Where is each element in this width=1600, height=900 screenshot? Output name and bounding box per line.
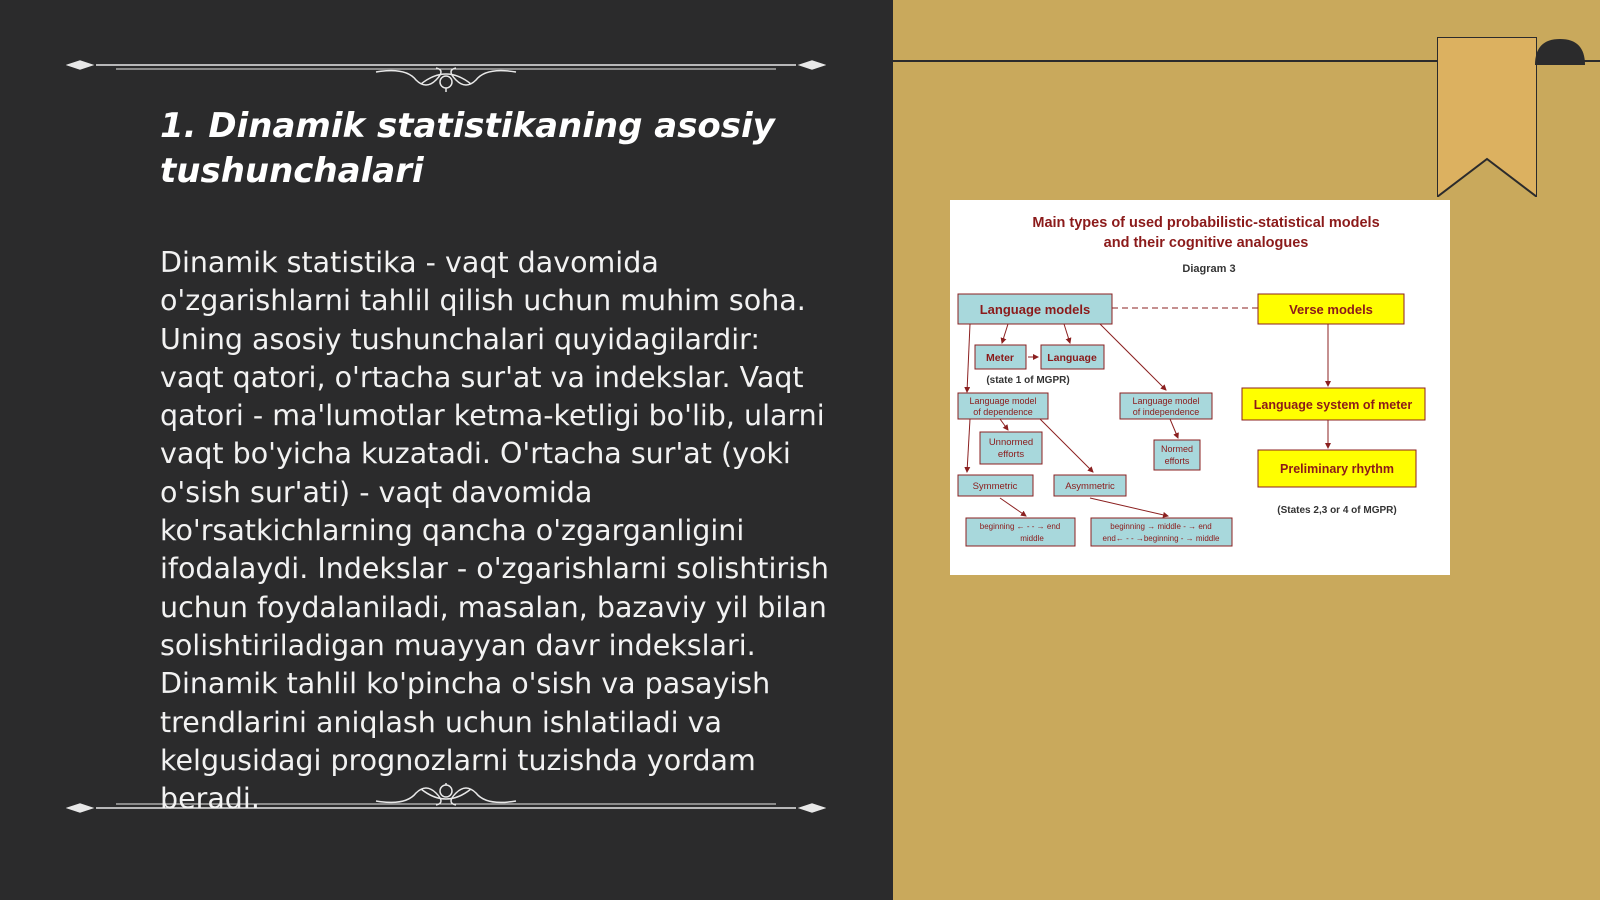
asymmetric-label: Asymmetric <box>1065 481 1115 492</box>
connector <box>1000 419 1008 430</box>
diagram-title-line2: and their cognitive analogues <box>1103 235 1309 251</box>
asymmetric-output-line1: beginning → middle - → end <box>1110 522 1212 531</box>
asymmetric-output-line2: end← - - →beginning - → middle <box>1102 534 1220 543</box>
connector <box>1040 419 1093 472</box>
language-system-meter-label: Language system of meter <box>1253 398 1413 412</box>
state1-note: (state 1 of MGPR) <box>986 375 1070 386</box>
preliminary-rhythm-label: Preliminary rhythm <box>1280 462 1394 476</box>
language-label: Language <box>1047 352 1097 364</box>
lm-independence-label-1: Language model <box>1132 396 1200 406</box>
bookmark-ribbon <box>1437 37 1537 197</box>
connector <box>967 324 970 392</box>
lm-dependence-label-2: of dependence <box>973 407 1033 417</box>
normed-label-1: Normed <box>1160 444 1194 454</box>
slide-body-text: Dinamik statistika - vaqt davomida o'zgarishlarni tahlil qilish uchun muhim soha. Uning asosiy tushunchalari quyidagilardir: vaqt qatori, o'rtacha sur'at va indekslar. Vaqt qatori - ma'lumotlar ketma-ketligi bo'lib, ularni vaqt bo'yicha kuzatadi. O'rtacha sur'at (yoki o'sish sur'ati) - vaqt davomida ko'rsatkichlarning qancha o'zgarganligini ifodalaydi. Indekslar - o'zgarishlarni solishtirish uchun foydalaniladi, masalan, bazaviy yil bilan solishtiriladigan muayyan davr indekslari. Dinamik tahlil ko'pincha o'sish va pasayish trendlarini aniqlash uchun ishlatiladi va kelgusidagi prognozlarni tuzishda yordam beradi. <box>160 246 829 816</box>
normed-label-2: efforts <box>1164 456 1190 466</box>
connector <box>967 419 970 472</box>
ribbon-fold <box>1535 37 1585 67</box>
verse-models-label: Verse models <box>1289 302 1373 317</box>
meter-label: Meter <box>985 352 1015 364</box>
symmetric-output-line1: beginning ← - - → end <box>979 522 1061 531</box>
lm-dependence-label-1: Language model <box>969 396 1037 406</box>
connector <box>1000 498 1026 516</box>
lm-independence-label-2: of independence <box>1132 407 1200 417</box>
connector <box>1090 498 1168 516</box>
diagram-figure <box>950 200 1450 575</box>
symmetric-label: Symmetric <box>972 481 1018 492</box>
connector <box>1100 324 1166 390</box>
states-note: (States 2,3 or 4 of MGPR) <box>1277 505 1397 516</box>
language-models-label: Language models <box>979 302 1091 317</box>
connector <box>1064 324 1070 343</box>
top-ornament <box>66 42 826 92</box>
unnormed-label-2: efforts <box>997 449 1025 460</box>
diagram-title-line1: Main types of used probabilistic-statistical models <box>1032 215 1380 231</box>
symmetric-output-line2: middle <box>1020 534 1044 543</box>
slide-title: 1. Dinamik statistikaning asosiy tushunchalari <box>160 106 775 191</box>
diagram-subtitle: Diagram 3 <box>1182 263 1236 275</box>
connector <box>1002 324 1008 343</box>
unnormed-label-1: Unnormed <box>988 437 1034 448</box>
connector <box>1170 419 1178 438</box>
